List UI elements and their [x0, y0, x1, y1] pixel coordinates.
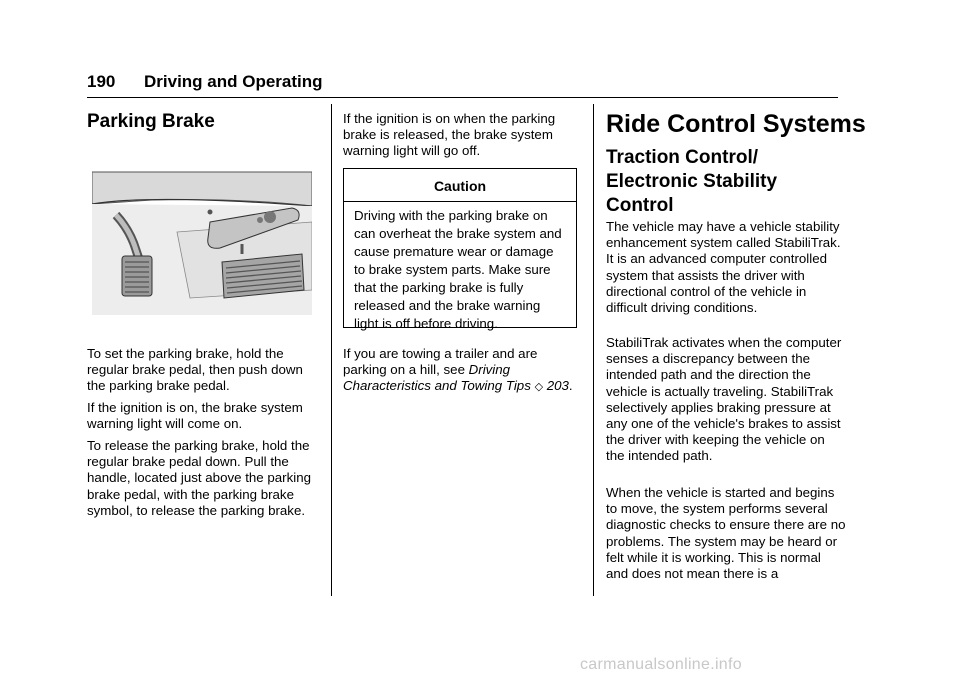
col1-paragraph-2: If the ignition is on, the brake system warning light will come on. — [87, 400, 303, 432]
col1-paragraph-1: To set the parking brake, hold the regular brake pedal, then push down the parking brake pedal. — [87, 346, 303, 394]
col3-paragraph-1: The vehicle may have a vehicle stability enhancement system called StabiliTrak. It is an advanced computer controlled system that assists the driver with directional control of the vehicle in difficult driving conditions. — [606, 219, 841, 316]
traction-control-heading: Traction Control/ Electronic Stability Control — [606, 147, 778, 216]
section-title: Driving and Operating — [144, 72, 323, 91]
col2-paragraph-1: If the ignition is on when the parking brake is released, the brake system warning light will go off. — [343, 111, 556, 159]
caution-box — [343, 168, 577, 331]
sentence-end: . — [568, 378, 573, 394]
caution-rule — [344, 201, 576, 202]
ride-control-title: Ride Control Systems — [606, 110, 866, 138]
header-rule — [87, 97, 838, 98]
page-reference-number[interactable]: 203 — [546, 378, 569, 394]
col1-paragraph-3: To release the parking brake, hold the regular brake pedal down. Pull the handle, located just above the parking brake pedal, with the parking brake symbol, to release the parking brake. — [87, 438, 311, 518]
parking-brake-pedal-illustration — [92, 170, 312, 315]
col3-paragraph-2: StabiliTrak activates when the computer senses a discrepancy between the intended path and the direction the vehicle is actually traveling. StabiliTrak selectively applies braking pressure at any one of the vehicle's brakes to assist the driver with keeping the vehicle on the intended path. — [606, 335, 842, 464]
towing-sentence: If you are towing a trailer and are parking on a hill, see — [343, 346, 538, 378]
column-divider-right — [593, 104, 594, 596]
page-reference-arrow-icon: ◇ — [534, 381, 544, 394]
caution-body: Driving with the parking brake on can overheat the brake system and cause premature wear or damage to brake system parts. Make sure that the parking brake is fully released and the brake warning light is off before driving. — [354, 208, 562, 331]
watermark: carmanualsonline.info — [580, 656, 742, 673]
parking-brake-heading: Parking Brake — [87, 111, 215, 132]
column-divider-left — [331, 104, 332, 596]
page-number: 190 — [87, 72, 116, 91]
page-header — [87, 72, 838, 98]
col3-paragraph-3: When the vehicle is started and begins to move, the system performs several diagnostic checks to ensure there are no problems. The system may be heard or felt while it is working. This is normal and does not mean there is a — [606, 485, 846, 582]
driving-characteristics-link[interactable]: Driving Characteristics and Towing Tips — [343, 362, 531, 394]
caution-title: Caution — [433, 178, 487, 194]
col2-paragraph-2 — [343, 346, 578, 396]
